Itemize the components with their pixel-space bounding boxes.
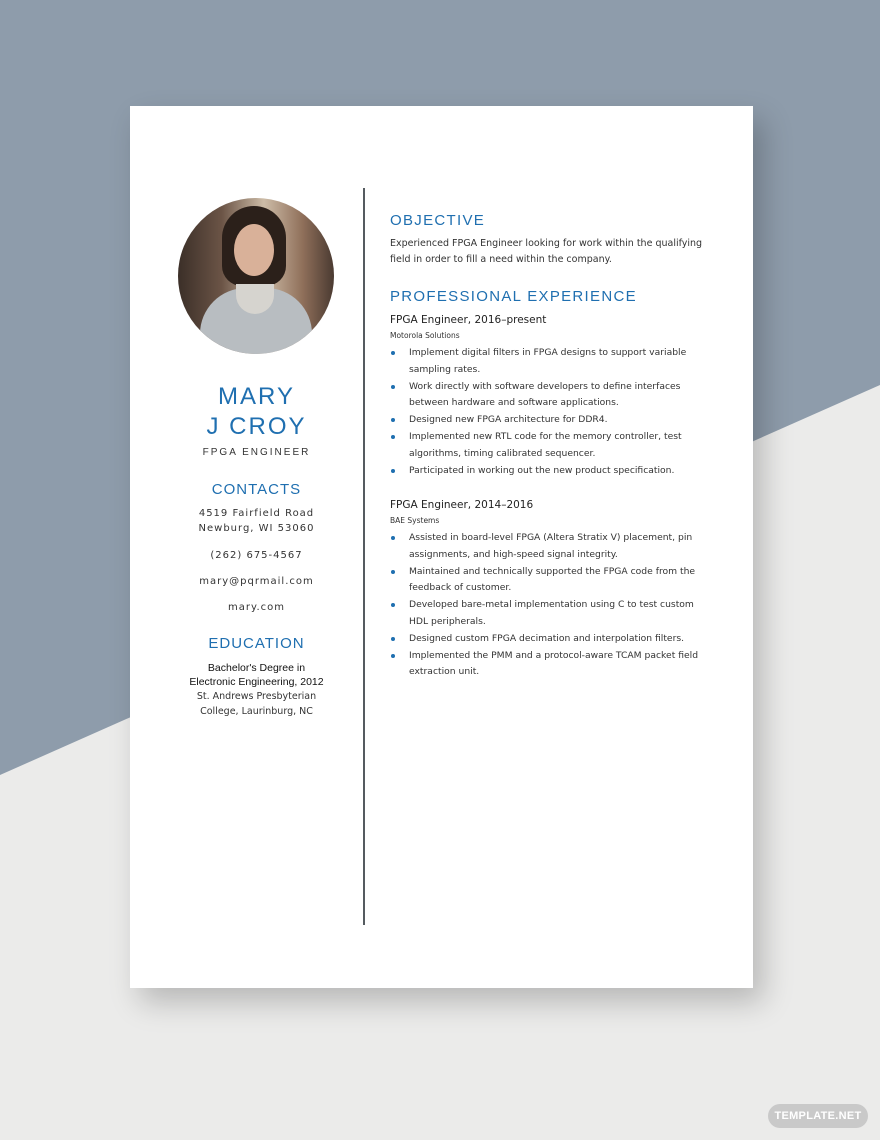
list-item: Participated in working out the new product specification.: [390, 463, 700, 480]
list-item: Implemented new RTL code for the memory controller, test algorithms, timing calibrated sequencer.: [390, 429, 700, 463]
watermark-logo: TEMPLATE.NET: [768, 1104, 868, 1128]
job2-company: BAE Systems: [390, 516, 440, 525]
contacts-heading: CONTACTS: [211, 481, 302, 498]
list-item: Work directly with software developers to define interfaces between hardware and software applications.: [390, 379, 700, 413]
phone: (262) 675-4567: [210, 550, 303, 561]
bullet-dot-icon: [391, 385, 395, 389]
list-item: Implement digital filters in FPGA designs to support variable sampling rates.: [390, 345, 700, 379]
job1-title: FPGA Engineer, 2016–present: [390, 314, 547, 326]
job2-bullets: [390, 530, 700, 681]
list-item: Assisted in board-level FPGA (Altera Stratix V) placement, pin assignments, and high-speed signal integrity.: [390, 530, 700, 564]
school-line2: College, Laurinburg, NC: [200, 706, 313, 717]
left-column: [130, 106, 363, 988]
bullet-dot-icon: [391, 637, 395, 641]
resume-page: [130, 106, 753, 988]
address-line2: Newburg, WI 53060: [198, 523, 315, 534]
job1-bullets: [390, 345, 700, 479]
objective-heading: OBJECTIVE: [390, 212, 486, 229]
bullet-dot-icon: [391, 570, 395, 574]
degree-line2: Electronic Engineering, 2012: [189, 676, 324, 688]
job2-title: FPGA Engineer, 2014–2016: [390, 499, 534, 511]
address-line1: 4519 Fairfield Road: [198, 508, 315, 519]
list-item: Developed bare-metal implementation using C to test custom HDL peripherals.: [390, 597, 700, 631]
job-title: FPGA ENGINEER: [202, 447, 311, 458]
email: mary@pqrmail.com: [199, 576, 314, 587]
list-item: Designed new FPGA architecture for DDR4.: [390, 412, 700, 429]
website: mary.com: [227, 602, 285, 613]
job1-company: Motorola Solutions: [390, 331, 460, 340]
school-line1: St. Andrews Presbyterian: [196, 691, 317, 702]
list-item: Implemented the PMM and a protocol-aware TCAM packet field extraction unit.: [390, 648, 700, 682]
profile-photo: [178, 198, 334, 354]
bullet-dot-icon: [391, 654, 395, 658]
list-item: Designed custom FPGA decimation and interpolation filters.: [390, 631, 700, 648]
objective-text: Experienced FPGA Engineer looking for work within the qualifying field in order to fill a need within the company.: [390, 238, 703, 265]
degree-line1: Bachelor's Degree in: [207, 662, 306, 674]
bullet-dot-icon: [391, 469, 395, 473]
experience-heading: PROFESSIONAL EXPERIENCE: [390, 288, 637, 305]
name-last: J CROY: [206, 413, 307, 440]
bullet-dot-icon: [391, 536, 395, 540]
bullet-dot-icon: [391, 435, 395, 439]
bullet-dot-icon: [391, 351, 395, 355]
list-item: Maintained and technically supported the FPGA code from the feedback of customer.: [390, 564, 700, 598]
bullet-dot-icon: [391, 603, 395, 607]
bullet-dot-icon: [391, 418, 395, 422]
education-heading: EDUCATION: [208, 635, 305, 652]
name-first: MARY: [218, 383, 295, 410]
